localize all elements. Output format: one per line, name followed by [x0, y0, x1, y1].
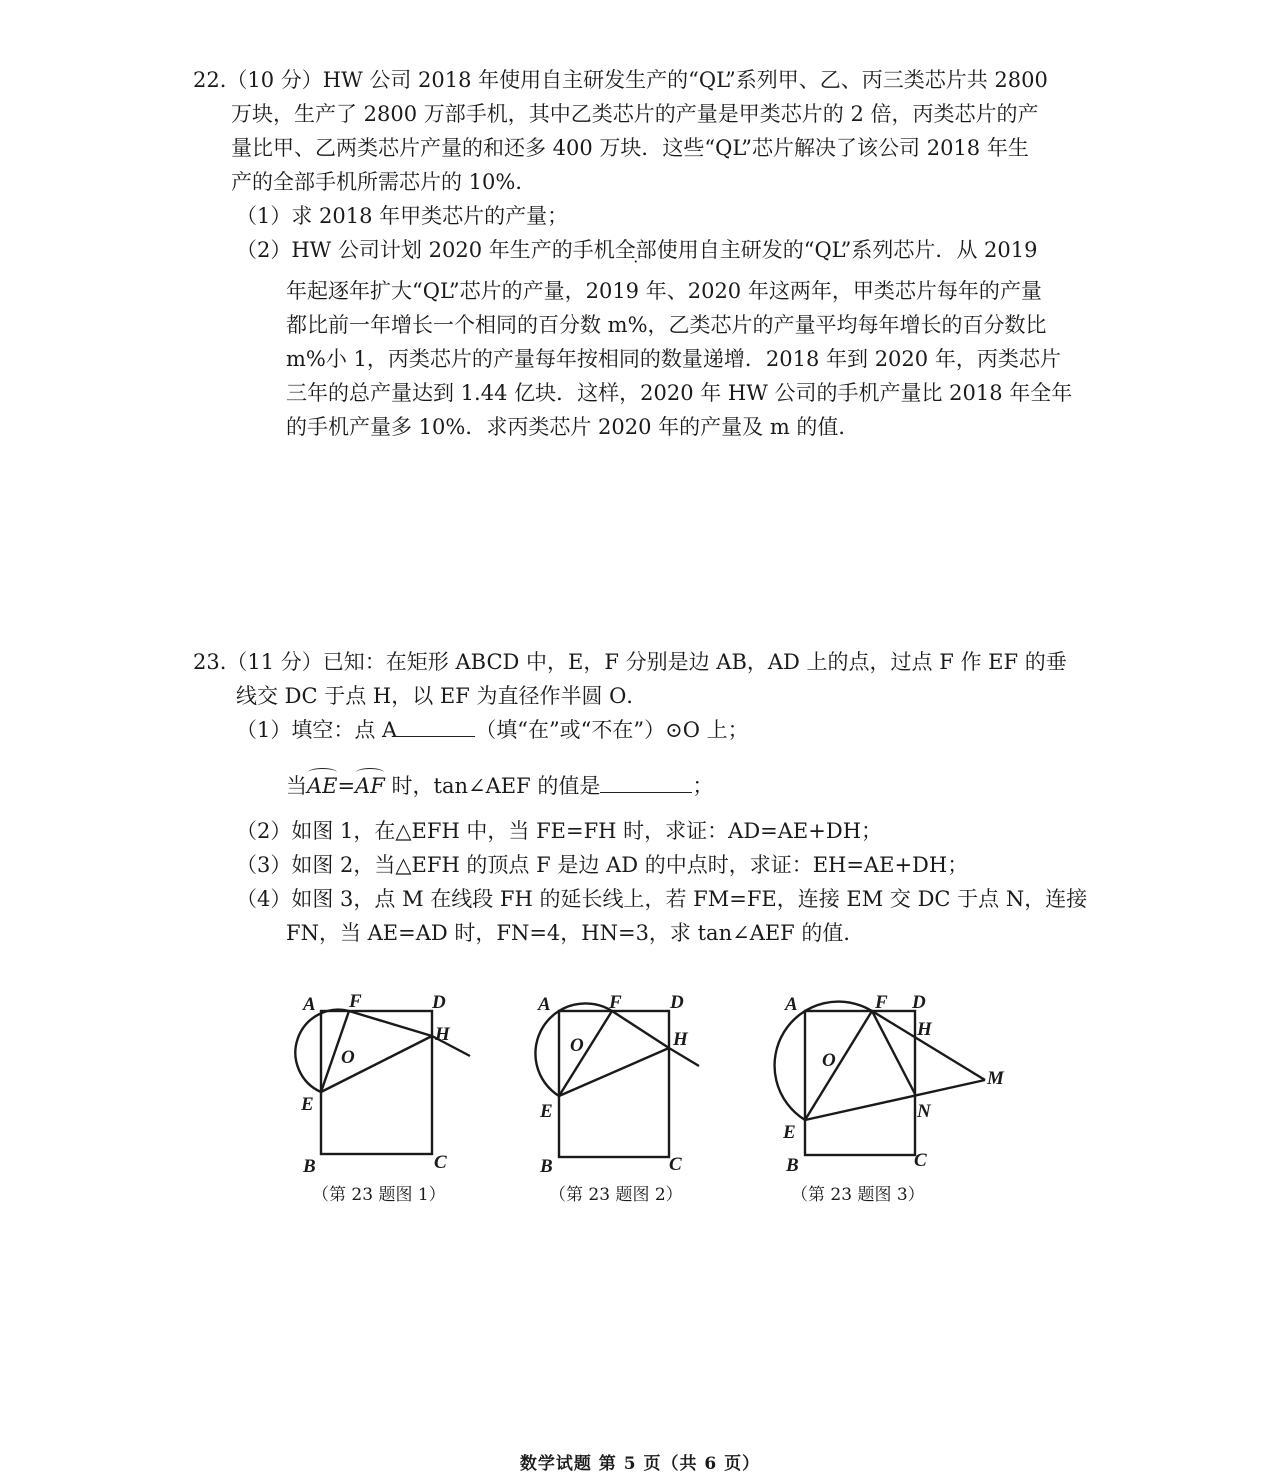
arc-af: AF	[355, 774, 385, 798]
fig1-label-o: O	[341, 1047, 355, 1068]
q22-line-2: 万块，生产了 2800 万部手机，其中乙类芯片的产量是甲类芯片的 2 倍，丙类芯片的产	[231, 102, 1039, 126]
q23-part4-line-2: FN，当 AE=AD 时，FN=4，HN=3，求 tan∠AEF 的值．	[286, 921, 865, 945]
fig3-label-d: D	[912, 992, 926, 1013]
fig1-label-c: C	[434, 1152, 447, 1173]
fig1-label-f: F	[349, 991, 362, 1012]
q22-part2-line-6: 的手机产量多 10%．求丙类芯片 2020 年的产量及 m 的值．	[286, 415, 860, 439]
q23-part1a-prefix: （1）填空：点 A	[236, 718, 398, 742]
fig3-label-n: N	[917, 1101, 931, 1122]
q22-line-3: 量比甲、乙两类芯片产量的和还多 400 万块．这些“QL”芯片解决了该公司 2018 年生	[231, 136, 1029, 160]
q22-part2-line-3: 都比前一年增长一个相同的百分数 m%，乙类芯片的产量平均每年增长的百分数比	[286, 313, 1047, 337]
fig1-label-h: H	[435, 1024, 450, 1045]
fig3-label-e: E	[783, 1122, 796, 1143]
q23-part4-line-1: （4）如图 3，点 M 在线段 FH 的延长线上，若 FM=FE，连接 EM 交 DC 于点 N，连接	[236, 887, 1088, 911]
q23-part1-a	[236, 716, 749, 744]
fig2-extension	[669, 1048, 699, 1066]
fig3-segment-ef	[805, 1011, 872, 1120]
q22-part2-line-1	[236, 236, 1037, 264]
fig2-label-f: F	[609, 992, 622, 1013]
q23-part3: （3）如图 2，当△EFH 的顶点 F 是边 AD 的中点时，求证：EH=AE+DH；	[236, 853, 969, 877]
q22-part2-line-2: 年起逐年扩大“QL”芯片的产量，2019 年、2020 年这两年，甲类芯片每年的产量	[286, 279, 1042, 303]
fig2-label-b: B	[540, 1156, 553, 1177]
fig3-label-o: O	[822, 1050, 836, 1071]
fig3-segment-em	[805, 1080, 985, 1120]
fig2-label-o: O	[570, 1035, 584, 1056]
fig1-label-a: A	[303, 994, 316, 1015]
fig1-label-d: D	[432, 992, 446, 1013]
q23-part1b-end: ；	[692, 774, 714, 798]
q22-part2-line-5: 三年的总产量达到 1.44 亿块．这样，2020 年 HW 公司的手机产量比 2018 年全年	[286, 381, 1073, 405]
fig3-label-a: A	[785, 994, 798, 1015]
q23-line-2: 线交 DC 于点 H，以 EF 为直径作半圆 O．	[236, 684, 648, 708]
q23-part1a-suffix: （填“在”或“不在”）⊙O 上；	[475, 718, 749, 742]
q23-line-1: 23.（11 分）已知：在矩形 ABCD 中，E，F 分别是边 AB，AD 上的点，过点 F 作 EF 的垂	[193, 650, 1067, 674]
fig2-label-d: D	[670, 992, 684, 1013]
fig3-label-m: M	[987, 1068, 1004, 1089]
q22-line-1: 22.（10 分）HW 公司 2018 年使用自主研发生产的“QL”系列甲、乙、丙三类芯片共 2800	[193, 68, 1048, 92]
fig1-label-e: E	[301, 1094, 314, 1115]
figures-svg	[0, 975, 1280, 1215]
q22-part2-prefix: （2）HW 公司计划 2020 年生产的手机	[236, 238, 615, 262]
equals-sign: =	[337, 774, 356, 798]
q23-part1b-prefix: 当	[286, 774, 307, 798]
fig3-label-f: F	[875, 992, 888, 1013]
figure-2	[535, 1003, 699, 1157]
fig2-label-e: E	[540, 1101, 553, 1122]
answer-blank-1[interactable]	[397, 716, 475, 737]
fig3-label-h: H	[917, 1019, 932, 1040]
fig2-rectangle	[559, 1011, 669, 1157]
figure-3	[775, 1002, 985, 1155]
fig1-label-b: B	[303, 1156, 316, 1177]
fig2-label-h: H	[673, 1029, 688, 1050]
q22-part2-emphasis: 全部	[614, 238, 657, 262]
arc-ae: AE	[307, 774, 338, 798]
q22-part2-suffix: 使用自主研发的“QL”系列芯片．从 2019	[656, 238, 1038, 262]
q22-line-4: 产的全部手机所需芯片的 10%．	[231, 170, 537, 194]
figure-2-caption: （第 23 题图 2）	[549, 1185, 683, 1205]
q23-part2: （2）如图 1，在△EFH 中，当 FE=FH 时，求证：AD=AE+DH；	[236, 819, 883, 843]
figure-1-caption: （第 23 题图 1）	[312, 1185, 446, 1205]
q22-part1: （1）求 2018 年甲类芯片的产量；	[236, 204, 569, 228]
q22-part2-line-4: m%小 1，丙类芯片的产量每年按相同的数量递增．2018 年到 2020 年，丙类芯片	[286, 347, 1061, 371]
fig3-label-c: C	[914, 1150, 927, 1171]
answer-blank-2[interactable]	[600, 772, 692, 793]
fig2-segment-fh	[612, 1011, 669, 1048]
fig2-label-a: A	[538, 994, 551, 1015]
q23-part1b-mid: 时，tan∠AEF 的值是	[384, 774, 601, 798]
page-footer: 数学试题 第 5 页（共 6 页）	[519, 1454, 761, 1474]
fig3-label-b: B	[786, 1155, 799, 1176]
figure-3-caption: （第 23 题图 3）	[791, 1185, 925, 1205]
q23-part1-b	[286, 772, 713, 800]
fig1-segment-fh	[349, 1011, 432, 1036]
fig2-label-c: C	[669, 1154, 682, 1175]
